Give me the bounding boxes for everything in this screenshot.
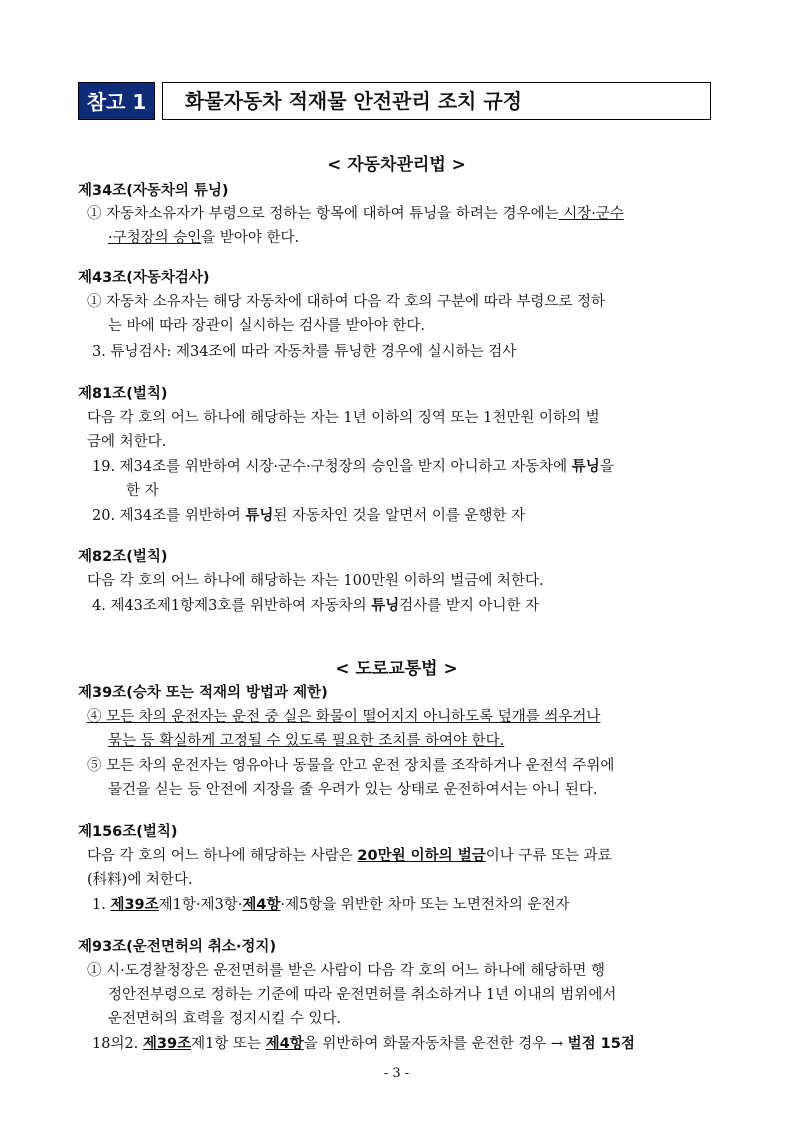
page-number: - 3 - [383, 1066, 410, 1081]
article-39-title: 제39조(승차 또는 적재의 방법과 제한) [78, 685, 328, 701]
article-81-item19: 19. 제34조를 위반하여 시장·군수·구청장의 승인을 받지 아니하고 자동차에 튜닝을 [92, 459, 614, 475]
reference-badge: 참고 1 [78, 82, 155, 120]
article-93-item18-2: 18의2. 제39조제1항 또는 제4항을 위반하여 화물자동차를 운전한 경우 → 벌점 15점 [92, 1036, 635, 1052]
article-81-item19-cont: 한 자 [126, 483, 159, 499]
article-82-line1: 다음 각 호의 어느 하나에 해당하는 자는 100만원 이하의 벌금에 처한다. [87, 573, 544, 589]
article-93-para1-line3: 운전면허의 효력을 정지시킬 수 있다. [108, 1011, 342, 1027]
article-34-title: 제34조(자동차의 튜닝) [78, 183, 229, 199]
page-title: 화물자동차 적재물 안전관리 조치 규정 [162, 82, 711, 120]
article-156-line1: 다음 각 호의 어느 하나에 해당하는 사람은 20만원 이하의 벌금이나 구류 또는 과료 [87, 848, 612, 864]
article-43-para1-line1: ① 자동차 소유자는 해당 자동차에 대하여 다음 각 호의 구분에 따라 부령으로 정하 [87, 294, 606, 310]
article-81-line1: 다음 각 호의 어느 하나에 해당하는 자는 1년 이하의 징역 또는 1천만원 이하의 벌 [87, 410, 600, 426]
article-82-item4: 4. 제43조제1항제3호를 위반하여 자동차의 튜닝검사를 받지 아니한 자 [92, 598, 540, 614]
header [78, 82, 711, 120]
section-heading-vehicle-act: < 자동차관리법 > [327, 155, 466, 175]
article-34-para1-line1: ① 자동차소유자가 부령으로 정하는 항목에 대하여 튜닝을 하려는 경우에는 시장·군수 [87, 206, 624, 222]
article-82-title: 제82조(벌칙) [78, 549, 168, 565]
article-43-title: 제43조(자동차검사) [78, 270, 210, 286]
article-39-para4-line2: 묶는 등 확실하게 고정될 수 있도록 필요한 조치를 하여야 한다. [108, 733, 505, 749]
article-93-title: 제93조(운전면허의 취소·정지) [78, 939, 277, 955]
article-34-para1-line2: ·구청장의 승인을 받아야 한다. [108, 230, 300, 246]
article-81-title: 제81조(벌칙) [78, 386, 168, 402]
article-43-para1-line2: 는 바에 따라 장관이 실시하는 검사를 받아야 한다. [108, 318, 426, 334]
article-81-line2: 금에 처한다. [87, 434, 167, 450]
article-39-para4-line1: ④ 모든 차의 운전자는 운전 중 실은 화물이 떨어지지 아니하도록 덮개를 씌우거나 [87, 709, 601, 725]
article-39-para5-line1: ⑤ 모든 차의 운전자는 영유아나 동물을 안고 운전 장치를 조작하거나 운전석 주위에 [87, 758, 615, 774]
section-heading-road-traffic-act: < 도로교통법 > [335, 659, 458, 679]
article-39-para5-line2: 물건을 싣는 등 안전에 지장을 줄 우려가 있는 상태로 운전하여서는 아니 된다. [108, 782, 598, 798]
article-156-item1: 1. 제39조제1항·제3항·제4항·제5항을 위반한 차마 또는 노면전차의 운전자 [92, 897, 570, 913]
article-156-line2: (科料)에 처한다. [87, 872, 193, 888]
article-156-title: 제156조(벌칙) [78, 824, 178, 840]
article-81-item20: 20. 제34조를 위반하여 튜닝된 자동차인 것을 알면서 이를 운행한 자 [92, 508, 526, 524]
article-93-para1-line2: 정안전부령으로 정하는 기준에 따라 운전면허를 취소하거나 1년 이내의 범위에서 [108, 987, 617, 1003]
article-93-para1-line1: ① 시·도경찰청장은 운전면허를 받은 사람이 다음 각 호의 어느 하나에 해당하면 행 [87, 963, 606, 979]
article-43-item3: 3. 튜닝검사: 제34조에 따라 자동차를 튜닝한 경우에 실시하는 검사 [92, 344, 517, 360]
